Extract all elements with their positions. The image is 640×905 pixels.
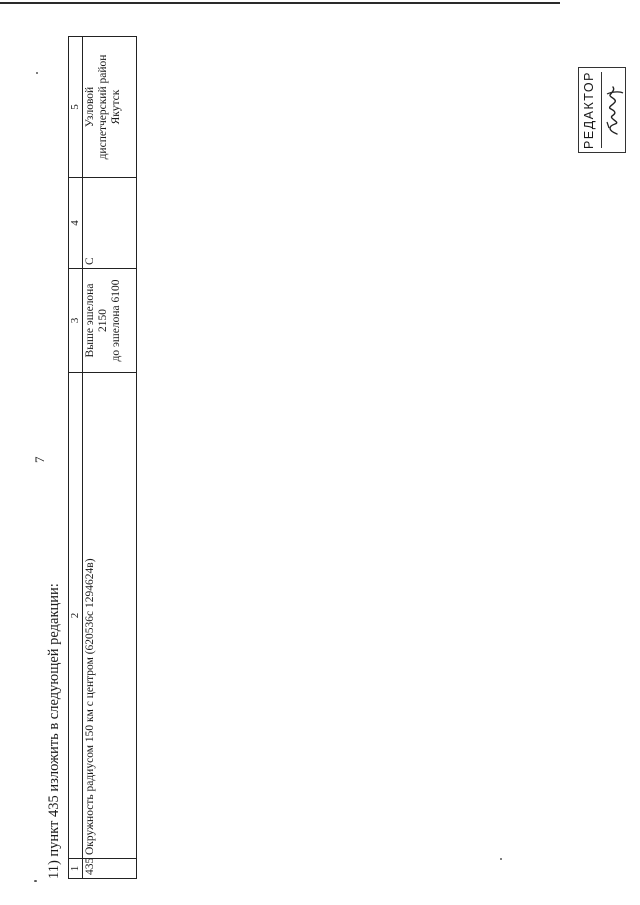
- table-header-row: [69, 37, 83, 879]
- area-description: Окружность радиусом 150 км с центром (620536с 1294624в): [83, 373, 137, 859]
- editor-stamp: [578, 67, 626, 153]
- amendment-table: [68, 36, 137, 879]
- stamp-title: РЕДАКТОР: [582, 71, 596, 149]
- flight-levels-line: до эшелона 6100: [110, 279, 122, 362]
- header-cell: 4: [69, 178, 83, 269]
- control-unit-line: Узловой: [84, 86, 96, 128]
- flight-levels: [83, 269, 137, 373]
- header-cell: 2: [69, 373, 83, 859]
- handwritten-signature: [579, 68, 625, 152]
- header-cell: 1: [69, 859, 83, 879]
- flight-levels-line: Выше эшелона 2150: [84, 283, 109, 358]
- row-number: 435: [83, 859, 137, 879]
- header-cell: 3: [69, 269, 83, 373]
- control-unit: [83, 37, 137, 178]
- control-unit-line: Якутск: [110, 89, 122, 125]
- table-row: [83, 37, 137, 879]
- header-cell: 5: [69, 37, 83, 178]
- amendment-intro: 11) пункт 435 изложить в следующей редакции:: [46, 583, 62, 879]
- airspace-class: С: [83, 178, 137, 269]
- page-number: 7: [32, 456, 47, 463]
- control-unit-line: диспетчерский район: [97, 54, 109, 160]
